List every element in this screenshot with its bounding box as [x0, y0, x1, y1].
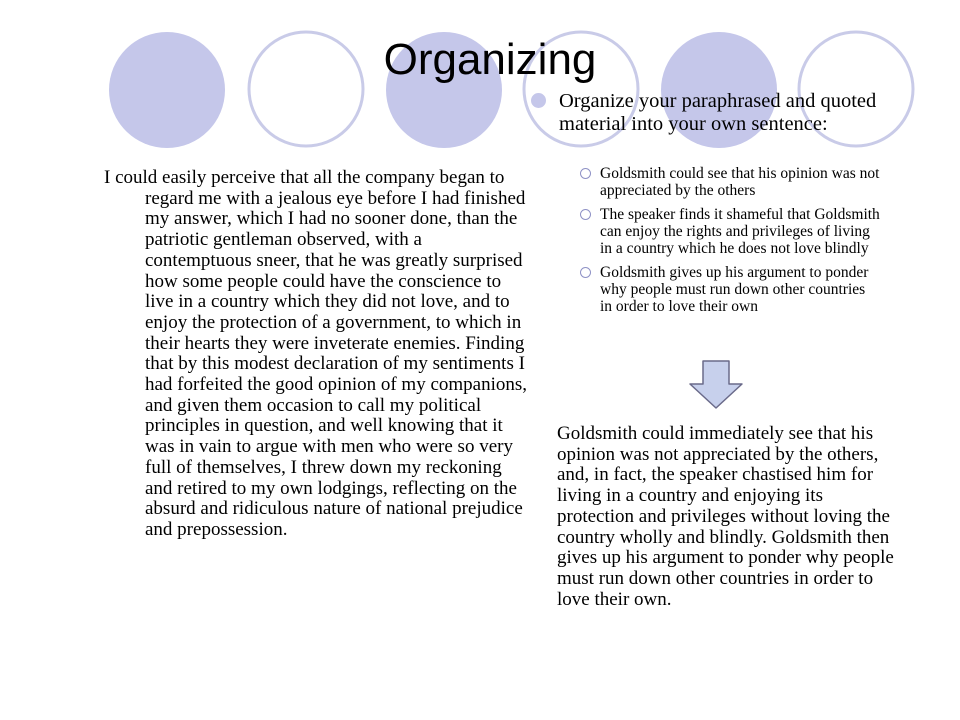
- hollow-circle-bullet-icon: [580, 267, 591, 278]
- sub-bullet-list: [580, 165, 880, 322]
- sub-bullet-text: The speaker finds it shameful that Goldsmith can enjoy the rights and privileges of living in a country which he does not love blindly: [600, 206, 880, 257]
- sub-bullet-item: [580, 264, 880, 315]
- main-bullet-text: Organize your paraphrased and quoted material into your own sentence:: [559, 90, 877, 135]
- sub-bullet-item: [580, 206, 880, 257]
- hollow-circle-bullet-icon: [580, 168, 591, 179]
- main-bullet: [529, 90, 899, 135]
- slide-title: Organizing: [383, 35, 597, 84]
- sub-bullet-text: Goldsmith gives up his argument to ponder why people must run down other countries in order to love their own: [600, 264, 869, 315]
- hollow-circle-bullet-icon: [580, 209, 591, 220]
- down-arrow-icon: [688, 360, 744, 410]
- original-quote: I could easily perceive that all the company began to regard me with a jealous eye before I had finished my answer, which I had no sooner done, than the patriotic gentleman observed, with a contemptuous sneer, that he was greatly surprised how some people could have the conscience to live in a country which they did not love, and to enjoy the protection of a government, to which in their hearts they were inveterate enemies. Finding that by this modest declaration of my sentiments I had forfeited the good opinion of my companions, and given them occasion to call my political principles in question, and well knowing that it was in vain to argue with men who were so very full of themselves, I threw down my reckoning and retired to my own lodgings, reflecting on the absurd and ridiculous nature of national prejudice and prepossession.: [104, 167, 528, 540]
- filled-circle-bullet-icon: [531, 93, 546, 108]
- sub-bullet-text: Goldsmith could see that his opinion was not appreciated by the others: [600, 165, 880, 199]
- sub-bullet-item: [580, 165, 880, 199]
- combined-sentence: Goldsmith could immediately see that his opinion was not appreciated by the others, and, in fact, the speaker chastised him for living in a country and enjoying its protection and privileges without loving the country wholly and blindly. Goldsmith then gives up his argument to ponder why people must run down other countries in order to love their own.: [557, 423, 894, 610]
